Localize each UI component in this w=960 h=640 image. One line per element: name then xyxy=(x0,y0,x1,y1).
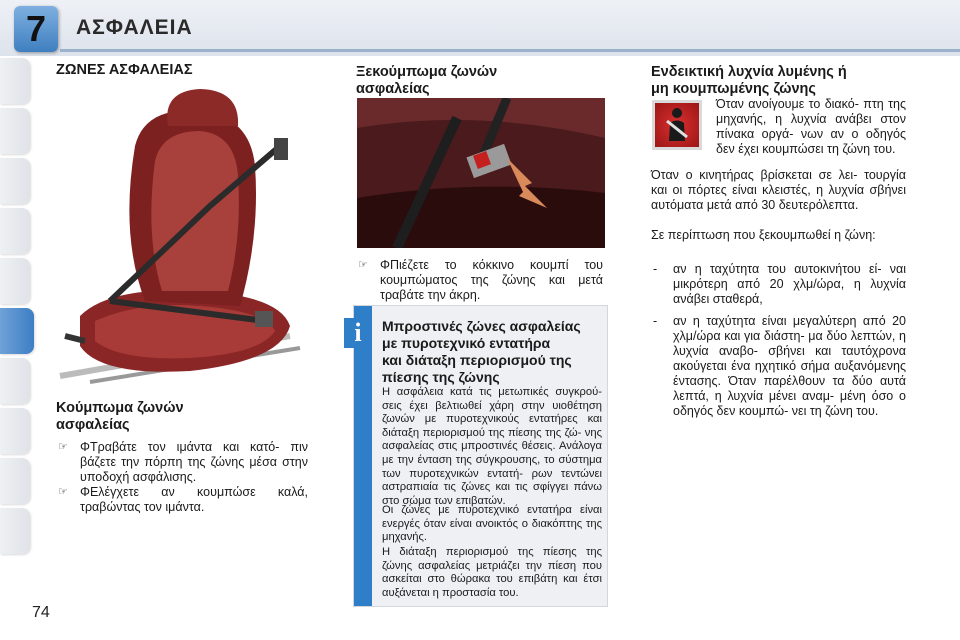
bullet-text: ΦΕλέγχετε αν κουμπώσε καλά, τραβώντας τον ιμάντα. xyxy=(80,485,308,514)
chapter-number: 7 xyxy=(25,8,47,49)
side-tab xyxy=(0,108,30,154)
paragraph: Όταν ο κινητήρας βρίσκεται σε λει- τουργία και οι πόρτες είναι κλειστές, η λυχνία σβήνει αυτόματα μετά από 30 δευτερόλεπτα. xyxy=(651,168,906,212)
info-title-line: Μπροστινές ζώνες ασφαλείας xyxy=(382,318,581,334)
fastening-heading-line: ασφαλείας xyxy=(56,417,130,433)
lamp-intro-text: Όταν ανοίγουμε το διακό- πτη της μηχανής, η λυχνία ανάβει στον πίνακα οργά- νων αν ο οδηγός δεν έχει κουμπώσει τη ζώνη του. xyxy=(716,97,906,156)
unfastening-heading-line: ασφαλείας xyxy=(356,81,430,97)
bullet-text: ΦΤραβάτε τον ιμάντα και κατό- πιν βάζετε την πόρπη της ζώνης μέσα στην υποδοχή ασφάλισης. xyxy=(80,440,308,484)
info-paragraph: Η ασφάλεια κατά τις μετωπικές συγκρού- σεις έχει βελτιωθεί χάρη στην υιοθέτηση ζωνών με πυροτεχνικούς εντατήρες και διάταξη περιορισμού της πίεσης της ζώ- νης ασφαλείας στις μπροστινές θέσεις. Ανάλογα με την ένταση της σύγκρουσης, το σύστημα των πυροτεχνικών εντατή- ρων τεντώνει αστραπιαία τις ζώνες και τις σφίγγει πάνω στο σώμα των επιβατών. xyxy=(382,386,602,507)
lamp-face xyxy=(655,103,699,147)
info-title-line: με πυροτεχνικό εντατήρα xyxy=(382,335,551,351)
paragraph: Σε περίπτωση που ξεκουμπωθεί η ζώνη: xyxy=(651,228,876,242)
info-title-line: και διάταξη περιορισμού της xyxy=(382,352,572,368)
hand-pointer-icon: ☞ xyxy=(358,259,368,271)
side-tab xyxy=(0,508,30,554)
warning-lamp-heading xyxy=(651,64,931,98)
fastening-heading-line: Κούμπωμα ζωνών xyxy=(56,400,184,416)
seat-belt-photo xyxy=(50,86,310,396)
info-bar xyxy=(354,306,372,606)
hand-pointer-icon: ☞ xyxy=(58,441,68,453)
side-tab-active xyxy=(0,308,34,354)
warning-lamp-heading-line: μη κουμπωμένης ζώνης xyxy=(651,81,816,97)
warning-lamp-heading-line: Ενδεικτική λυχνία λυμένης ή xyxy=(651,64,847,80)
chapter-side-tabs xyxy=(0,58,30,578)
unfastening-heading-line: Ξεκούμπωμα ζωνών xyxy=(356,64,498,80)
info-box xyxy=(353,305,608,607)
list-item xyxy=(58,485,308,515)
info-title-line: πίεσης της ζώνης xyxy=(382,369,500,385)
side-tab xyxy=(0,208,30,254)
list-item: - αν η ταχύτητα είναι μεγαλύτερη από 20 χλμ/ώρα και για διάστη- μα δύο λεπτών, η λυχνία αναβο- σβήνει και ταυτόχρονα ακούγεται ένα ηχητικό σήμα αυξανόμενης έντασης. Όταν παρέλθουν τα δύο αυτά λεπτά, η λυχνία μένει αναμ- μένη όσο ο οδηγός δεν κουμπώ- νει τη ζώνη του. xyxy=(651,314,906,419)
hand-pointer-icon: ☞ xyxy=(58,486,68,498)
side-tab xyxy=(0,408,30,454)
side-tab xyxy=(0,158,30,204)
list-item: - αν η ταχύτητα του αυτοκινήτου εί- ναι μικρότερη από 20 χλμ/ώρα, η λυχνία ανάβει σταθερά, xyxy=(651,262,906,307)
side-tab xyxy=(0,458,30,504)
header-divider xyxy=(60,49,960,52)
info-paragraph: Οι ζώνες με πυροτεχνικό εντατήρα είναι ενεργές όταν είναι ανοικτός ο διακόπτης της μηχανής. xyxy=(382,504,602,544)
info-paragraph: Η διάταξη περιορισμού της πίεσης της ζώνης ασφαλείας μετριάζει την πίεση που ασκείται στο θώρακα του επιβάτη και έτσι αυξάνεται η προστασία του. xyxy=(382,546,602,599)
side-tab xyxy=(0,58,30,104)
side-tab xyxy=(0,358,30,404)
buckle-photo xyxy=(357,98,605,248)
list-item xyxy=(58,440,308,485)
bullet-text: ΦΠιέζετε το κόκκινο κουμπί του κουμπώματος της ζώνης και μετά τραβάτε την άκρη. xyxy=(380,258,603,302)
page-number: 74 xyxy=(32,604,50,621)
speed-condition-list xyxy=(651,262,906,426)
side-tab xyxy=(0,258,30,304)
info-icon: i xyxy=(344,318,372,348)
unfastening-heading xyxy=(356,64,606,98)
list-item xyxy=(358,258,603,303)
section-heading: ΖΩΝΕΣ ΑΣΦΑΛΕΙΑΣ xyxy=(56,62,193,78)
seatbelt-warning-icon xyxy=(652,100,702,150)
chapter-tab xyxy=(14,6,58,52)
fastening-heading xyxy=(56,400,316,434)
info-title xyxy=(382,318,602,386)
chapter-title: ΑΣΦΑΛΕΙΑ xyxy=(76,16,193,39)
